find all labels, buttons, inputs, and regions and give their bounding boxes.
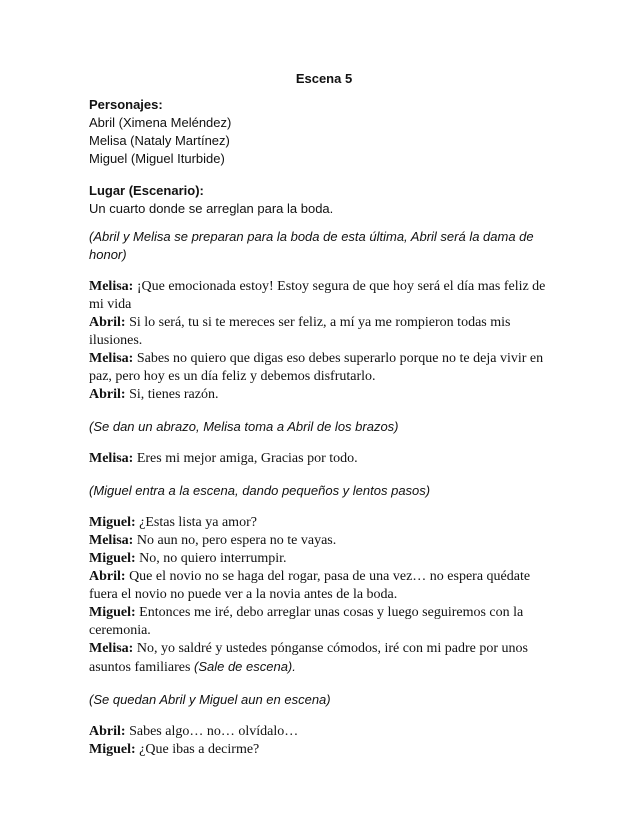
characters-label: Personajes:	[89, 97, 163, 112]
dialogue-block-3	[89, 514, 559, 677]
dialogue-text: Si, tienes razón.	[129, 387, 219, 402]
setting-section	[89, 182, 559, 218]
script-content	[89, 70, 559, 759]
speaker-name: Miguel:	[89, 551, 136, 566]
character-item: Abril (Ximena Meléndez)	[89, 115, 232, 130]
stage-direction-3: (Miguel entra a la escena, dando pequeños y lentos pasos)	[89, 483, 431, 498]
dialogue-block-4	[89, 723, 559, 759]
dialogue-line	[89, 278, 559, 314]
dialogue-text: Que el novio no se haga del rogar, pasa de una vez… no espera quédate fuera el novio no puede ver a la novia antes de la boda.	[89, 569, 531, 602]
dialogue-line	[89, 640, 559, 677]
dialogue-line	[89, 532, 559, 550]
stage-direction-4: (Se quedan Abril y Miguel aun en escena)	[89, 692, 331, 707]
dialogue-block-2	[89, 450, 559, 468]
dialogue-line	[89, 604, 559, 640]
setting-label: Lugar (Escenario):	[89, 183, 204, 198]
dialogue-line	[89, 314, 559, 350]
character-item: Melisa (Nataly Martínez)	[89, 133, 230, 148]
dialogue-line	[89, 350, 559, 386]
stage-direction-2: (Se dan un abrazo, Melisa toma a Abril de los brazos)	[89, 419, 399, 434]
dialogue-text: ¿Estas lista ya amor?	[139, 515, 257, 530]
dialogue-text: Si lo será, tu si te mereces ser feliz, a mí ya me rompieron todas mis ilusiones.	[89, 315, 511, 348]
scene-title: Escena 5	[295, 71, 353, 86]
stage-direction-1: (Abril y Melisa se preparan para la boda de esta última, Abril será la dama de honor)	[89, 229, 534, 262]
speaker-name: Melisa:	[89, 641, 134, 656]
dialogue-block-1	[89, 278, 559, 404]
dialogue-line	[89, 741, 559, 759]
speaker-name: Abril:	[89, 724, 126, 739]
dialogue-text: ¿Que ibas a decirme?	[139, 742, 260, 757]
dialogue-text: Sabes algo… no… olvídalo…	[129, 724, 299, 739]
dialogue-text: ¡Que emocionada estoy! Estoy segura de que hoy será el día mas feliz de mi vida	[89, 279, 546, 312]
dialogue-line	[89, 514, 559, 532]
dialogue-text: Entonces me iré, debo arreglar unas cosas y luego seguiremos con la ceremonia.	[89, 605, 524, 638]
dialogue-text: Sabes no quiero que digas eso debes superarlo porque no te deja vivir en paz, pero hoy es un día feliz y debemos disfrutarlo.	[89, 351, 544, 384]
speaker-name: Melisa:	[89, 279, 134, 294]
dialogue-line	[89, 386, 559, 404]
inline-stage-direction: (Sale de escena).	[193, 659, 296, 674]
dialogue-text: Eres mi mejor amiga, Gracias por todo.	[136, 451, 358, 466]
dialogue-line	[89, 550, 559, 568]
speaker-name: Miguel:	[89, 742, 136, 757]
dialogue-text: No, yo saldré y ustedes pónganse cómodos, iré con mi padre por unos asuntos familiares	[89, 641, 528, 675]
dialogue-text: No, no quiero interrumpir.	[139, 551, 287, 566]
dialogue-line	[89, 568, 559, 604]
speaker-name: Melisa:	[89, 351, 134, 366]
speaker-name: Abril:	[89, 387, 126, 402]
speaker-name: Melisa:	[89, 533, 134, 548]
dialogue-text: No aun no, pero espera no te vayas.	[136, 533, 337, 548]
dialogue-line	[89, 450, 559, 468]
speaker-name: Melisa:	[89, 451, 134, 466]
speaker-name: Miguel:	[89, 605, 136, 620]
dialogue-line	[89, 723, 559, 741]
character-item: Miguel (Miguel Iturbide)	[89, 151, 225, 166]
speaker-name: Miguel:	[89, 515, 136, 530]
speaker-name: Abril:	[89, 569, 126, 584]
characters-section	[89, 96, 559, 168]
speaker-name: Abril:	[89, 315, 126, 330]
setting-value: Un cuarto donde se arreglan para la boda.	[89, 201, 334, 216]
